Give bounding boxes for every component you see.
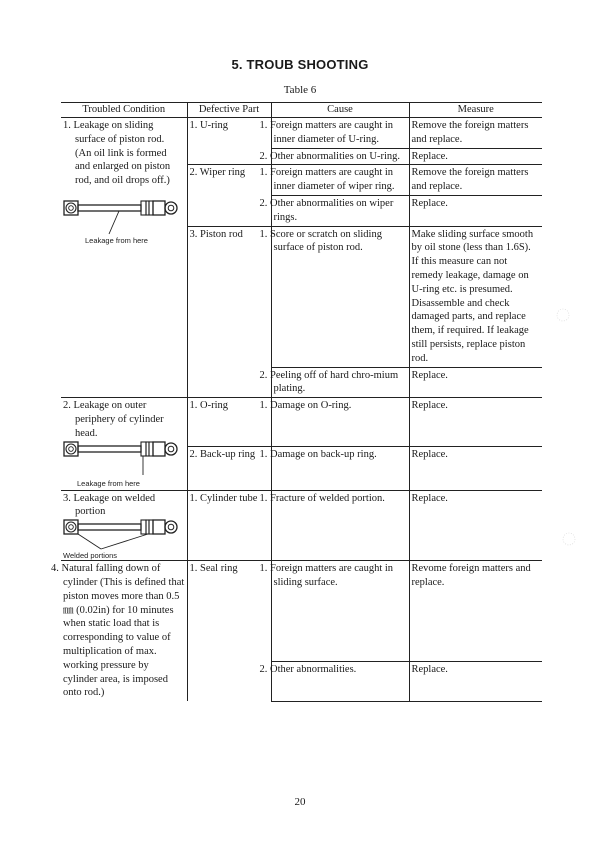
part-wiper-ring: 2. Wiper ring [187,165,271,226]
measure-cell: Replace. [409,367,542,398]
page-number: 20 [294,796,306,808]
cause-cell: 2. Other abnormalities on U-ring. [271,148,409,165]
cause-cell: 1. Foreign matters are caught in inner diameter of U-ring. [271,118,409,149]
part-seal-ring: 1. Seal ring [187,561,271,701]
part-u-ring: 1. U-ring [187,118,271,165]
scan-speck [562,530,576,548]
part-cylinder-tube: 1. Cylinder tube [187,490,271,561]
table-row [61,398,542,447]
measure-cell: Remove the foreign matters and replace. [409,118,542,149]
table-row [61,118,542,149]
cylinder-figure-1 [63,192,185,254]
condition-cell-4: 4. Natural falling down of cylinder (This is defined that piston moves more than 0.5 ㎜ (0.02in) for 10 minutes when static load that is corresponding to value of multiplication of max. working pressure by cylinder area, is imposed onto rod.) [61,561,187,701]
cause-cell: 2. Peeling off of hard chro-mium plating. [271,367,409,398]
condition-line: and enlarged on piston [75,161,171,173]
condition-cell-2 [61,398,187,490]
cause-cell: 1. Score or scratch on sliding surface of piston rod. [271,226,409,367]
cylinder-figure-3 [63,519,185,559]
table-row [61,561,542,662]
condition-text: 2. Leakage on outer periphery of cylinder head. [63,400,164,439]
table-caption: Table 6 [283,84,317,96]
condition-text: 3. Leakage on welded portion [63,492,156,518]
cause-cell: 1. Fracture of welded portion. [271,490,409,561]
figure-label-leakage: Leakage from here [77,478,140,488]
condition-cell-3 [61,490,187,561]
cause-cell: 1. Damage on O-ring. [271,398,409,447]
measure-cell: Replace. [409,662,542,701]
measure-cell: Replace. [409,490,542,561]
condition-line: surface of piston rod. [75,133,165,145]
header-troubled-condition: Troubled Condition [61,103,187,118]
table-header-row [61,103,542,118]
cause-cell: 1. Damage on back-up ring. [271,446,409,490]
cause-cell: 1. Foreign matters are caught in sliding surface. [271,561,409,662]
cylinder-drawing [63,519,183,551]
page-title: 5. TROUB SHOOTING [231,57,369,72]
header-cause: Cause [271,103,409,118]
header-defective-part: Defective Part [187,103,271,118]
condition-line: (An oil link is formed [75,147,167,159]
cylinder-figure-2 [63,441,185,489]
condition-line: rod, and oil drops off.) [75,175,170,187]
measure-cell: Make sliding surface smooth by oil stone (less than 1.6S). If this measure can not remedy leakage, damage on U-ring etc. is presumed. Disassemble and check damaged parts, and replace them, if required. If leakage still persists, replace piston rod. [409,226,542,367]
measure-cell: Revome foreign matters and replace. [409,561,542,662]
condition-cell-1 [61,118,187,398]
condition-line: 1. Leakage on sliding [63,120,154,131]
scan-speck [556,306,570,324]
measure-cell: Replace. [409,446,542,490]
figure-label-welded: Welded portions [63,551,118,561]
header-measure: Measure [409,103,542,118]
troubleshooting-table [51,102,542,702]
part-piston-rod: 3. Piston rod [187,226,271,398]
measure-cell: Replace. [409,398,542,447]
measure-cell: Replace. [409,195,542,226]
part-back-up-ring: 2. Back-up ring [187,446,271,490]
cause-cell: 2. Other abnormalities. [271,662,409,701]
cylinder-drawing [63,192,183,238]
cause-cell: 2. Other abnormalities on wiper rings. [271,195,409,226]
table-row [61,490,542,561]
part-o-ring: 1. O-ring [187,398,271,447]
cylinder-drawing [63,441,183,477]
measure-cell: Remove the foreign matters and replace. [409,165,542,196]
cause-cell: 1. Foreign matters are caught in inner diameter of wiper ring. [271,165,409,196]
figure-label-leakage: Leakage from here [85,235,148,245]
measure-cell: Replace. [409,148,542,165]
